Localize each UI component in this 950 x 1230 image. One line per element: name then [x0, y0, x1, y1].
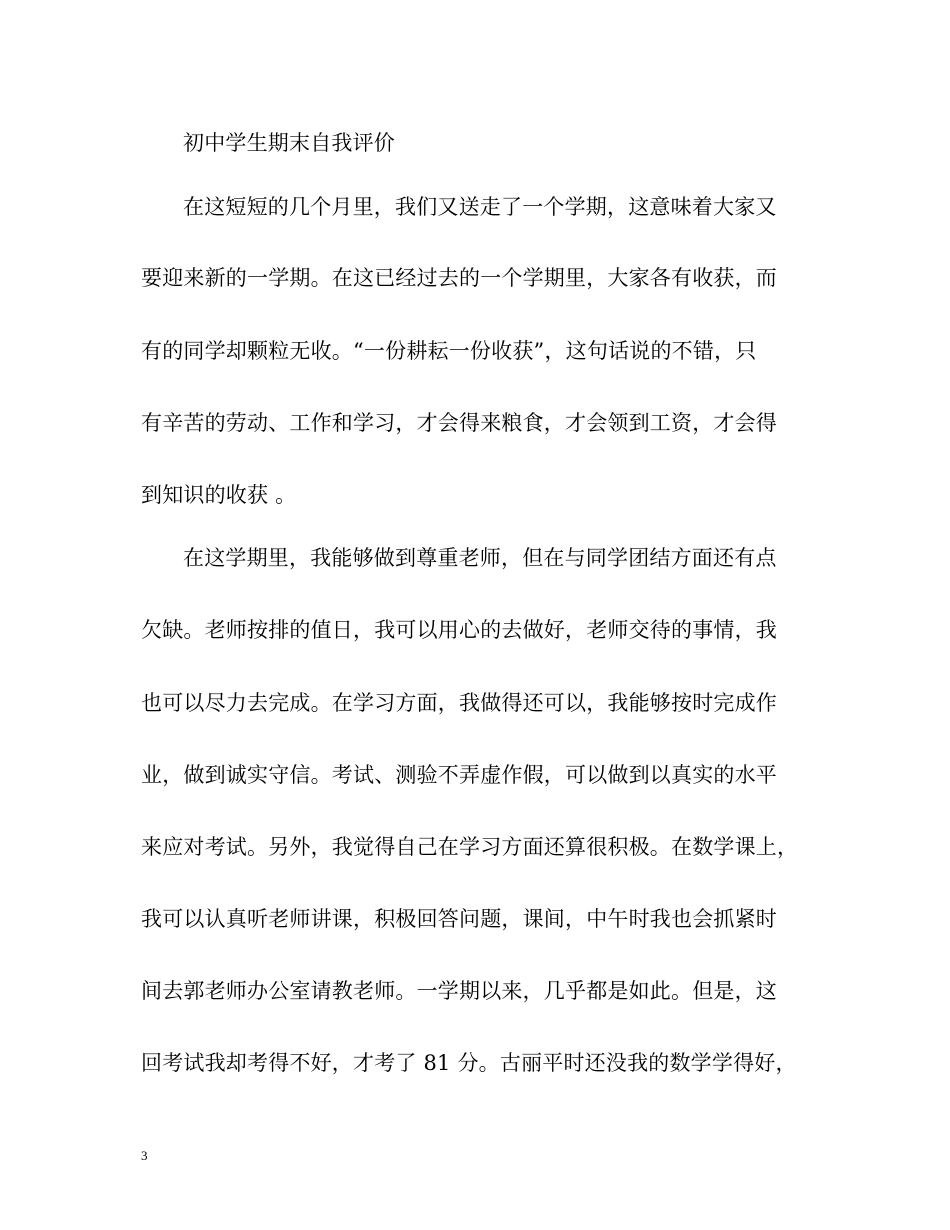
paragraph-1-line-4: 有辛苦的劳动、工作和学习，才会得来粮食，才会领到工资，才会得 — [141, 411, 777, 435]
paragraph-2-line-2: 欠缺。老师按排的值日，我可以用心的去做好，老师交待的事情，我 — [141, 618, 777, 642]
paragraph-2-line-7: 间去郭老师办公室请教老师。一学期以来，几乎都是如此。但是，这 — [141, 979, 777, 1003]
paragraph-2-line-4: 业，做到诚实守信。考试、测验不弄虚作假，可以做到以真实的水平 — [141, 763, 777, 787]
document-title: 初中学生期末自我评价 — [183, 131, 395, 155]
paragraph-2-line-5: 来应对考试。另外，我觉得自己在学习方面还算很积极。在数学课上， — [141, 835, 799, 859]
page-number: 3 — [141, 1148, 148, 1163]
paragraph-1-line-5: 到知识的收获 。 — [141, 483, 297, 507]
paragraph-2-line-3: 也可以尽力去完成。在学习方面，我做得还可以，我能够按时完成作 — [141, 691, 777, 715]
paragraph-1-line-3: 有的同学却颗粒无收。“一份耕耘一份收获”，这句话说的不错，只 — [141, 339, 757, 363]
paragraph-1-line-1: 在这短短的几个月里，我们又送走了一个学期，这意味着大家又 — [183, 195, 777, 219]
paragraph-2-line-8: 回考试我却考得不好，才考了 81 分。古丽平时还没我的数学学得好， — [141, 1051, 797, 1075]
paragraph-2-line-6: 我可以认真听老师讲课，积极回答问题，课间，中午时我也会抓紧时 — [141, 907, 777, 931]
paragraph-2-line-1: 在这学期里，我能够做到尊重老师，但在与同学团结方面还有点 — [183, 546, 777, 570]
paragraph-1-line-2: 要迎来新的一学期。在这已经过去的一个学期里，大家各有收获，而 — [141, 266, 777, 290]
